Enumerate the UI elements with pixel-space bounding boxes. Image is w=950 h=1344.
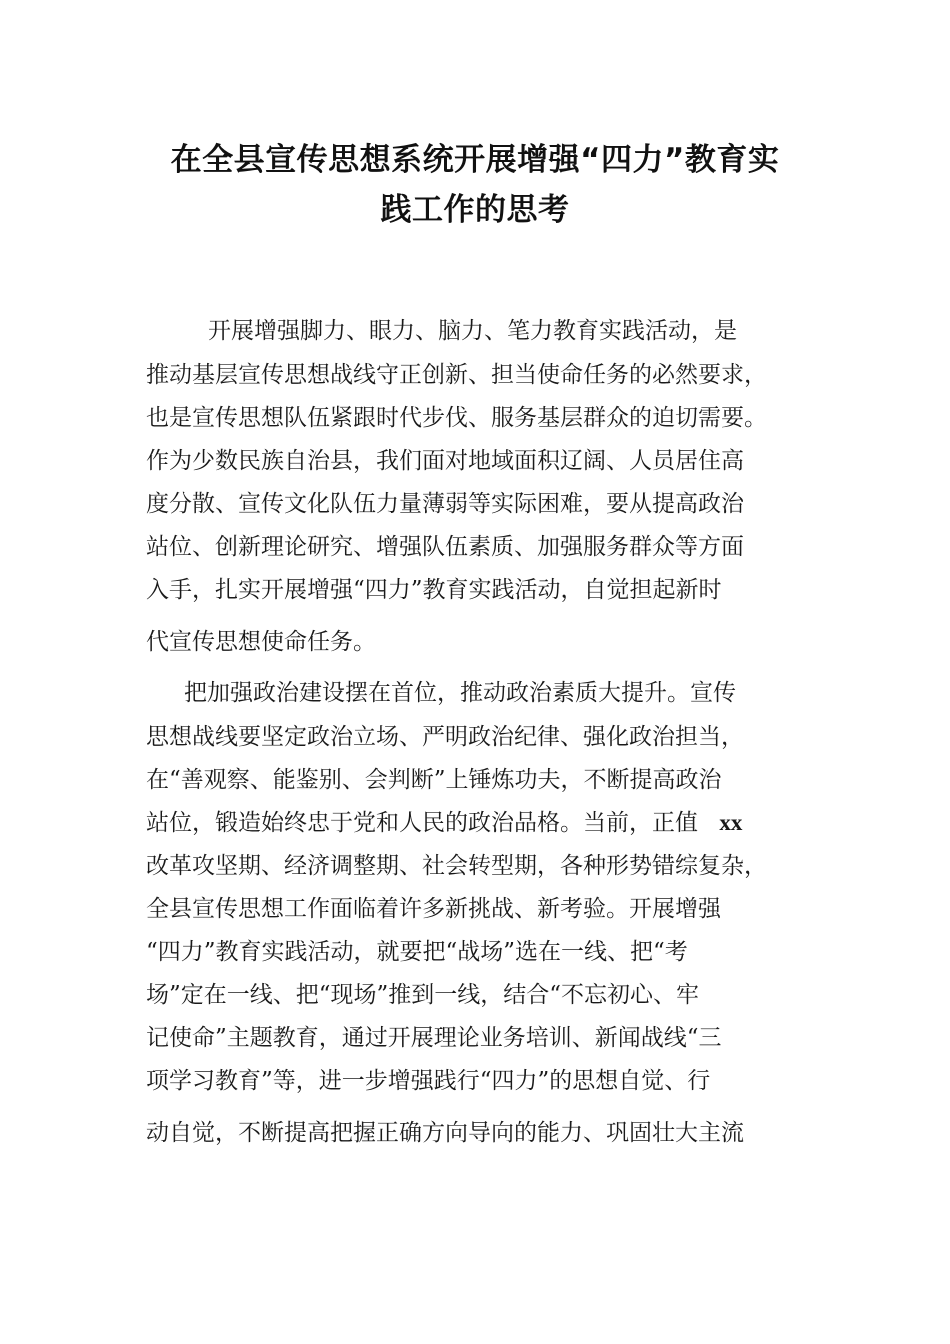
title-line-2: 践工作的思考 bbox=[380, 192, 570, 228]
paragraph-2-line-11: 动自觉，不断提高把握正确方向导向的能力、巩固壮大主流 bbox=[146, 1120, 744, 1146]
paragraph-1-line-7: 入手，扎实开展增强“四力”教育实践活动，自觉担起新时 bbox=[146, 577, 722, 603]
paragraph-2-line-1: 把加强政治建设摆在首位，推动政治素质大提升。宣传 bbox=[184, 680, 736, 706]
paragraph-2-line-4 bbox=[146, 805, 742, 841]
paragraph-2-line-10: 项学习教育”等，进一步增强践行“四力”的思想自觉、行 bbox=[146, 1068, 711, 1094]
paragraph-1-line-8: 代宣传思想使命任务。 bbox=[146, 629, 376, 655]
paragraph-1-line-3: 也是宣传思想队伍紧跟时代步伐、服务基层群众的迫切需要。 bbox=[146, 405, 767, 431]
paragraph-2-line-9: 记使命”主题教育，通过开展理论业务培训、新闻战线“三 bbox=[146, 1025, 722, 1051]
title-line-1: 在全县宣传思想系统开展增强“四力”教育实 bbox=[170, 142, 780, 178]
paragraph-1-line-2: 推动基层宣传思想战线守正创新、担当使命任务的必然要求， bbox=[146, 362, 767, 388]
inline-xx: xx bbox=[719, 810, 743, 835]
body-text bbox=[146, 0, 806, 1344]
paragraph-2-line-4-text: 站位，锻造始终忠于党和人民的政治品格。当前，正值 bbox=[146, 810, 698, 836]
paragraph-2-line-3: 在“善观察、能鉴别、会判断”上锤炼功夫，不断提高政治 bbox=[146, 767, 722, 793]
paragraph-2-line-8: 场”定在一线、把“现场”推到一线，结合“不忘初心、牢 bbox=[146, 982, 700, 1008]
paragraph-1-line-4: 作为少数民族自治县，我们面对地域面积辽阔、人员居住高 bbox=[146, 448, 744, 474]
paragraph-1-line-5: 度分散、宣传文化队伍力量薄弱等实际困难，要从提高政治 bbox=[146, 491, 744, 517]
paragraph-2-line-7: “四力”教育实践活动，就要把“战场”选在一线、把“考 bbox=[146, 939, 688, 965]
paragraph-1-line-6: 站位、创新理论研究、增强队伍素质、加强服务群众等方面 bbox=[146, 534, 744, 560]
paragraph-2-line-2: 思想战线要坚定政治立场、严明政治纪律、强化政治担当， bbox=[146, 724, 744, 750]
paragraph-2-line-6: 全县宣传思想工作面临着许多新挑战、新考验。开展增强 bbox=[146, 896, 721, 922]
paragraph-1-line-1: 开展增强脚力、眼力、脑力、笔力教育实践活动，是 bbox=[208, 318, 737, 344]
paragraph-2-line-5: 改革攻坚期、经济调整期、社会转型期，各种形势错综复杂， bbox=[146, 853, 767, 879]
